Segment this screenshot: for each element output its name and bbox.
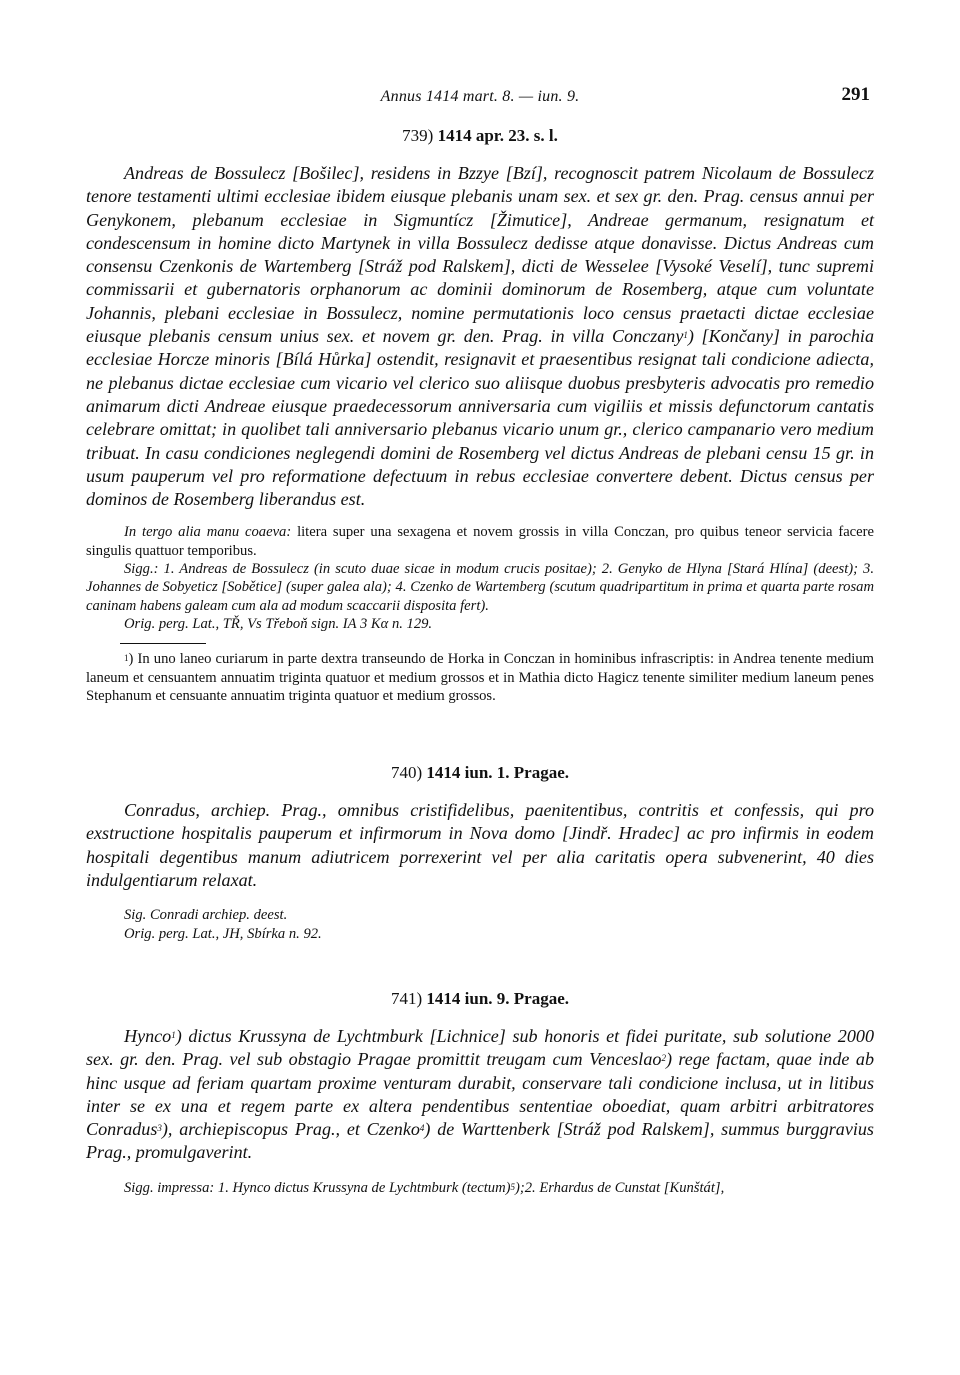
regest-part: Andreas de Bossulecz [Bošilec], residens in Bzzye [Bzí], recognoscit patrem Nicolaum de Bossulecz tenore testamenti ultimi ecclesiae ibidem eiusque plebanis unam sex. et sex gr. den. Prag. census annui per Genykonem, plebanum ecclesiae in Sigmuntícz [Žimutice], Andreae germanum, resignatum et condescensum in homine dicto Martynek in villa Bossulecz dedisse atque donavisse. Dictus Andreas cum consensu Czenkonis de Wartemberg [Stráž pod Ralskem], dicti de Wesselee [Vysoké Veselí], tunc supremi commissarii et gubernatoris orphanorum ac dominii dominorum de Rosemberg, atque cum voluntate Johannis, plebani ecclesiae in Bossulecz, nomine permutationis loco census praetacti dictae ecclesiae eiusque plebanis censum unius sex. et novem gr. den. Prag. in villa Conczany: [86, 163, 874, 347]
entry-date: 1414 apr. 23. s. l.: [437, 126, 558, 145]
footnote-ref: 5: [510, 1181, 516, 1192]
entry-739: [86, 126, 874, 705]
footnote-ref: 4: [419, 1123, 425, 1134]
seals-note: Sigg.: 1. Andreas de Bossulecz (in scuto duae sicae in modum crucis positae); 2. Genyko de Hlyna [Stará Hlína] (deest); 3. Johannes de Sobyeticz [Sobětice] (super galea ala); 4. Czenko de Wartemberg (scutum quadripartitum in prima et quarta parte rosam caninam habens galeam cum ala ad modum scaccarii disposita fert).: [86, 561, 874, 614]
seals-text: );2. Erhardus de Cunstat [Kunštát],: [515, 1179, 725, 1196]
archival-notes: [86, 906, 874, 943]
page-number: 291: [841, 84, 870, 105]
document-page: [86, 84, 874, 1197]
entry-740: [86, 763, 874, 943]
regest-part: Hynco: [124, 1025, 172, 1046]
footnote: [86, 650, 874, 705]
entry-heading: [86, 763, 874, 783]
running-title: Annus 1414 mart. 8. — iun. 9.: [380, 88, 580, 105]
spacer: [86, 705, 874, 747]
footnote-ref: 1: [171, 1029, 176, 1040]
regest-part: ) rege factam, quae inde ab hinc usque ad feriam quartam proxime venturam durabit, conservare tali condicione inclusa, ut in litibus inter se ex una et regem parte ex altera pendentibus sententiae oboediat, quam arbitri arbitratores Conradus: [86, 1049, 874, 1140]
footnote-rule: [120, 643, 206, 644]
footnote-ref: 1: [683, 330, 688, 341]
entry-heading: [86, 989, 874, 1009]
regest-part: ) dictus Krussyna de Lychtmburk [Lichnice] sub honoris et fidei puritate, sub solutione 2000 sex. gr. den. Prag. vel sub obstagio Pragae promittit treugam cum Venceslao: [86, 1025, 874, 1070]
seal-note: Sig. Conradi archiep. deest.: [124, 907, 288, 924]
in-tergo-label: In tergo alia manu coaeva:: [124, 524, 292, 541]
archival-notes: [86, 1179, 874, 1197]
seals-text: Sigg. impressa: 1. Hynco dictus Krussyna de Lychtmburk (tectum): [124, 1179, 511, 1196]
entry-number: 739): [402, 126, 434, 145]
running-head: [86, 84, 874, 110]
footnote-ref: 3: [157, 1123, 162, 1134]
regest-part: ) de Warttenberk [Stráž pod Ralskem], summus burggravius Prag., promulgaverint.: [86, 1119, 874, 1163]
in-tergo-note: [86, 523, 874, 560]
footnote-ref: 2: [661, 1053, 666, 1064]
in-tergo-text: litera super una sexagena et novem grossis in villa Conczan, pro quibus teneor servicia facere singulis quattuor temporibus.: [86, 524, 874, 559]
spacer: [86, 943, 874, 973]
regest-text: [86, 1025, 874, 1165]
entry-number: 741): [390, 988, 423, 1008]
entry-date: 1414 iun. 9. Pragae.: [426, 988, 570, 1008]
regest-text: Conradus, archiep. Prag., omnibus cristifidelibus, paenitentibus, contritis et confessis, qui pro exstructione hospitalis pauperum et infirmorum in Nova domo [Jindř. Hradec] ac pro infirmis in eodem hospitali degentibus manum adiutricem porrexerint vel per alia caritatis opera subvenerint, 40 dies indulgentiarum relaxat.: [86, 800, 874, 891]
archival-notes: [86, 523, 874, 633]
footnote-mark: 1: [124, 653, 129, 664]
regest-part: ) [Končany] in parochia ecclesiae Horcze minoris [Bílá Hůrka] ostendit, resignavit et praesentibus resignat tali condicione adiecta, ne plebanus dictae ecclesiae cum vicario vel clerico suo aliisque duobus presbyteris advocatis pro remedio animarum dicti Andreae eiusque praedecessorum anniversaria cum vigiliis et missis defunctorum cantatis celebrare omittat; in quolibet tali anniversario plebanus vicario unum gr., clerico campanario vero medium tribuat. In casu condiciones neglegendi domini de Rosemberg vel dictus Andreas de plebani censu 15 gr. in usum pauperum vel pro reformatione defectuum in rebus ecclesiae convertere debent. Dictus census per dominos de Rosemberg liberandus est.: [86, 326, 874, 510]
footnote-text: ) In uno laneo curiarum in parte dextra transeundo de Horka in Conczan in hominibus infrascriptis: in Andrea tenente medium laneum et censuantem annuatim triginta quatuor et medium grossos et in Mathia dicto Hagicz tenente similiter medium laneum penes Stephanum et censuante annuatim triginta quatuor et medium grossos.: [86, 651, 874, 704]
entry-date: 1414 iun. 1. Pragae.: [426, 763, 570, 783]
regest-text: [86, 162, 874, 511]
regest-part: ), archiepiscopus Prag., et Czenko: [161, 1119, 420, 1140]
original-note: Orig. perg. Lat., JH, Sbírka n. 92.: [124, 925, 322, 942]
seals-note: [86, 1179, 874, 1197]
entry-number: 740): [390, 763, 423, 783]
original-note: Orig. perg. Lat., TŘ, Vs Třeboň sign. IA 3 Kα n. 129.: [124, 615, 433, 632]
entry-heading: [86, 126, 874, 146]
entry-741: [86, 989, 874, 1197]
